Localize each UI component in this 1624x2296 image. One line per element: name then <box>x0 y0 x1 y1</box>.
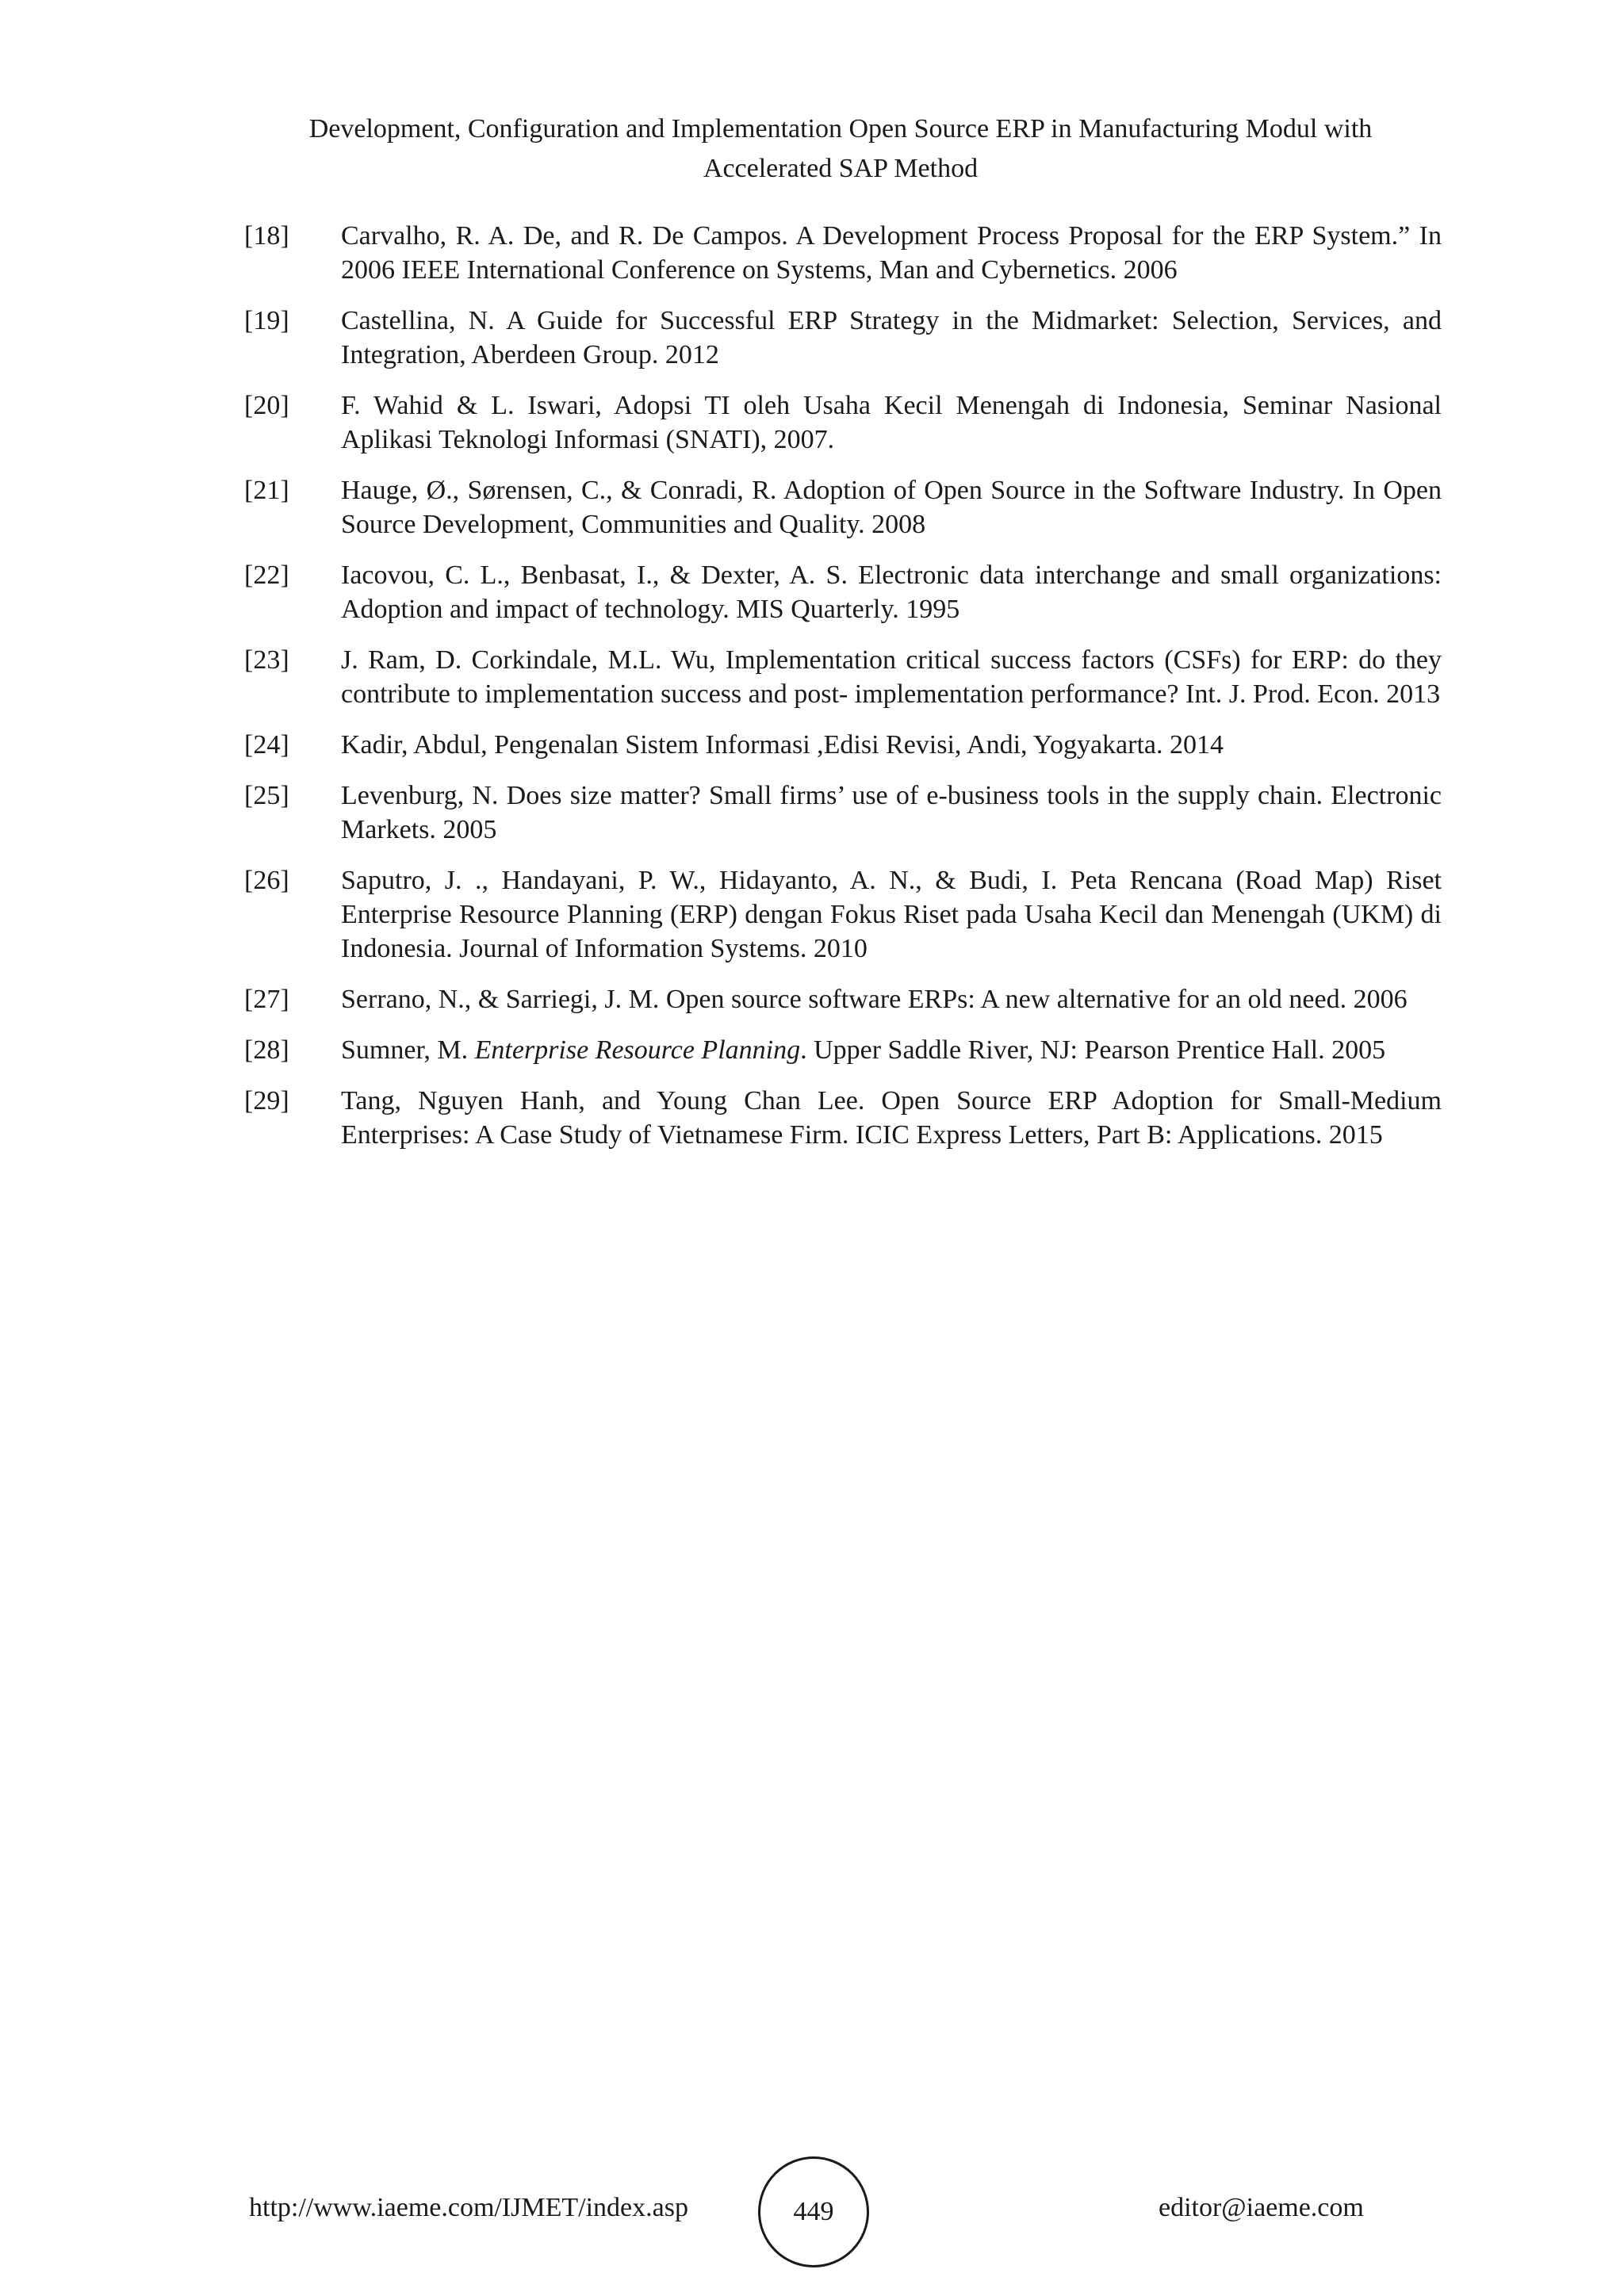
reference-number: [23] <box>244 645 289 675</box>
reference-number: [27] <box>244 985 289 1014</box>
reference-text: Carvalho, R. A. De, and R. De Campos. A Development Process Proposal for the ERP System.” In 2006 IEEE International Conference on Systems, Man and Cybernetics. 2006 <box>341 221 1442 285</box>
reference-text: Hauge, Ø., Sørensen, C., & Conradi, R. Adoption of Open Source in the Software Industry. In Open Source Development, Communities and Quality. 2008 <box>341 476 1442 539</box>
header-title-line-1: Development, Configuration and Implementation Open Source ERP in Manufacturing Modul with <box>308 114 1373 144</box>
reference-number: [26] <box>244 866 289 895</box>
reference-text-before: Sumner, M. <box>341 1035 475 1065</box>
reference-item <box>244 558 1442 626</box>
reference-number: [29] <box>244 1086 289 1115</box>
reference-text: J. Ram, D. Corkindale, M.L. Wu, Implementation critical success factors (CSFs) for ERP: do they contribute to implementation success and post- implementation performance? Int. J. Prod. Econ. 2013 <box>341 645 1442 709</box>
reference-number: [25] <box>244 781 289 810</box>
reference-number: [28] <box>244 1035 289 1065</box>
page-footer <box>0 2156 1624 2275</box>
reference-item <box>244 1084 1442 1152</box>
reference-list <box>244 219 1442 1169</box>
reference-text: Iacovou, C. L., Benbasat, I., & Dexter, A. S. Electronic data interchange and small organizations: Adoption and impact of technology. MIS Quarterly. 1995 <box>341 561 1442 624</box>
footer-email-link[interactable]: editor@iaeme.com <box>1159 2193 1364 2222</box>
reference-text-after: . Upper Saddle River, NJ: Pearson Prentice Hall. 2005 <box>800 1035 1386 1065</box>
reference-text: Castellina, N. A Guide for Successful ERP Strategy in the Midmarket: Selection, Services, and Integration, Aberdeen Group. 2012 <box>341 306 1442 369</box>
header-title-line-2: Accelerated SAP Method <box>703 154 979 183</box>
reference-item <box>244 1033 1442 1067</box>
reference-item <box>244 728 1442 762</box>
reference-number: [20] <box>244 391 289 420</box>
reference-text: Saputro, J. ., Handayani, P. W., Hidayanto, A. N., & Budi, I. Peta Rencana (Road Map) Riset Enterprise Resource Planning (ERP) dengan Fokus Riset pada Usaha Kecil dan Menengah (UKM) di Indonesia. Journal of Information Systems. 2010 <box>341 866 1442 963</box>
reference-number: [22] <box>244 561 289 590</box>
reference-item <box>244 219 1442 287</box>
reference-text: Kadir, Abdul, Pengenalan Sistem Informasi ,Edisi Revisi, Andi, Yogyakarta. 2014 <box>341 730 1224 760</box>
reference-text: Levenburg, N. Does size matter? Small firms’ use of e-business tools in the supply chain. Electronic Markets. 2005 <box>341 781 1442 844</box>
footer-url-link[interactable]: http://www.iaeme.com/IJMET/index.asp <box>249 2193 688 2222</box>
reference-text <box>341 1035 1385 1065</box>
reference-text: F. Wahid & L. Iswari, Adopsi TI oleh Usaha Kecil Menengah di Indonesia, Seminar Nasional Aplikasi Teknologi Informasi (SNATI), 2007. <box>341 391 1442 454</box>
reference-item <box>244 388 1442 457</box>
reference-item <box>244 982 1442 1016</box>
reference-book-title: Enterprise Resource Planning <box>474 1035 801 1065</box>
reference-text: Serrano, N., & Sarriegi, J. M. Open source software ERPs: A new alternative for an old need. 2006 <box>341 985 1408 1014</box>
reference-item <box>244 473 1442 541</box>
reference-text: Tang, Nguyen Hanh, and Young Chan Lee. Open Source ERP Adoption for Small-Medium Enterprises: A Case Study of Vietnamese Firm. ICIC Express Letters, Part B: Applications. 2015 <box>341 1086 1442 1150</box>
reference-item <box>244 304 1442 372</box>
running-header <box>238 109 1443 189</box>
reference-number: [21] <box>244 476 289 505</box>
reference-number: [18] <box>244 221 289 251</box>
reference-item <box>244 643 1442 711</box>
reference-item <box>244 863 1442 966</box>
page-number-circle: 449 <box>758 2156 869 2267</box>
reference-item <box>244 779 1442 847</box>
reference-number: [19] <box>244 306 289 335</box>
reference-number: [24] <box>244 730 289 760</box>
